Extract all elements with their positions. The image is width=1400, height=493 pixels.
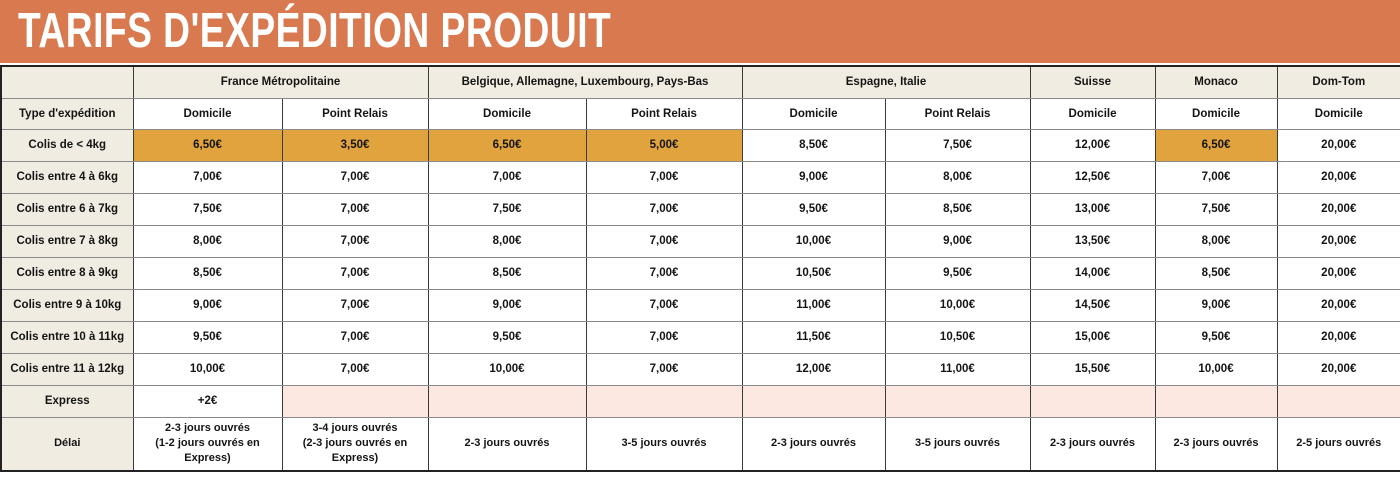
- rate-cell: 10,50€: [742, 257, 885, 289]
- row-label: Colis entre 8 à 9kg: [1, 257, 133, 289]
- delay-cell: 2-3 jours ouvrés (1-2 jours ouvrés en Express): [133, 417, 282, 471]
- rate-cell: 10,00€: [133, 353, 282, 385]
- row-label: Colis entre 10 à 11kg: [1, 321, 133, 353]
- shipping-rates-table: [0, 65, 1400, 472]
- rate-cell: 11,00€: [885, 353, 1030, 385]
- row-label: Colis de < 4kg: [1, 129, 133, 161]
- rate-cell: 13,00€: [1030, 193, 1155, 225]
- rate-cell: 8,00€: [428, 225, 586, 257]
- shipping-type-row: [1, 98, 1400, 129]
- rate-cell: 9,50€: [428, 321, 586, 353]
- express-empty-cell: [1155, 385, 1277, 417]
- rate-cell: 6,50€: [1155, 129, 1277, 161]
- rate-cell: 7,00€: [133, 161, 282, 193]
- rate-cell: 6,50€: [428, 129, 586, 161]
- rate-cell: 14,00€: [1030, 257, 1155, 289]
- rate-cell: 9,00€: [742, 161, 885, 193]
- rate-cell: 9,50€: [133, 321, 282, 353]
- rate-cell: 7,50€: [885, 129, 1030, 161]
- express-empty-cell: [586, 385, 742, 417]
- region-header-cell: Espagne, Italie: [742, 66, 1030, 98]
- rate-cell: 7,00€: [282, 257, 428, 289]
- shipping-type-cell: Point Relais: [885, 98, 1030, 129]
- express-row: [1, 385, 1400, 417]
- rate-cell: 20,00€: [1277, 129, 1400, 161]
- express-empty-cell: [742, 385, 885, 417]
- table-row: [1, 353, 1400, 385]
- express-empty-cell: [1030, 385, 1155, 417]
- rate-cell: 14,50€: [1030, 289, 1155, 321]
- rate-cell: 6,50€: [133, 129, 282, 161]
- table-row: [1, 129, 1400, 161]
- express-surcharge-cell: +2€: [133, 385, 282, 417]
- row-label: Colis entre 9 à 10kg: [1, 289, 133, 321]
- delay-cell: 2-3 jours ouvrés: [742, 417, 885, 471]
- rate-cell: 20,00€: [1277, 321, 1400, 353]
- rate-cell: 7,00€: [586, 161, 742, 193]
- rate-cell: 7,00€: [428, 161, 586, 193]
- shipping-type-cell: Point Relais: [282, 98, 428, 129]
- region-header-cell: Suisse: [1030, 66, 1155, 98]
- shipping-type-cell: Domicile: [1277, 98, 1400, 129]
- rate-cell: 7,00€: [586, 289, 742, 321]
- table-row: [1, 193, 1400, 225]
- row-label: Colis entre 6 à 7kg: [1, 193, 133, 225]
- rate-cell: 8,00€: [885, 161, 1030, 193]
- rate-cell: 7,50€: [1155, 193, 1277, 225]
- rate-cell: 7,00€: [282, 289, 428, 321]
- rate-cell: 7,00€: [586, 257, 742, 289]
- delay-cell: 2-3 jours ouvrés: [1155, 417, 1277, 471]
- rate-cell: 20,00€: [1277, 193, 1400, 225]
- rate-cell: 11,50€: [742, 321, 885, 353]
- rate-cell: 7,50€: [428, 193, 586, 225]
- rate-cell: 10,00€: [1155, 353, 1277, 385]
- rate-cell: 10,50€: [885, 321, 1030, 353]
- rate-cell: 7,00€: [282, 225, 428, 257]
- delay-row: [1, 417, 1400, 471]
- shipping-type-cell: Domicile: [428, 98, 586, 129]
- rate-cell: 20,00€: [1277, 289, 1400, 321]
- rate-cell: 10,00€: [742, 225, 885, 257]
- rate-cell: 11,00€: [742, 289, 885, 321]
- rates-table-body: [1, 66, 1400, 471]
- table-row: [1, 289, 1400, 321]
- rate-cell: 20,00€: [1277, 225, 1400, 257]
- rate-cell: 9,00€: [1155, 289, 1277, 321]
- delay-cell: 2-3 jours ouvrés: [1030, 417, 1155, 471]
- rate-cell: 7,00€: [586, 321, 742, 353]
- rate-cell: 9,50€: [1155, 321, 1277, 353]
- table-row: [1, 321, 1400, 353]
- region-header-row: [1, 66, 1400, 98]
- express-empty-cell: [1277, 385, 1400, 417]
- rate-cell: 7,00€: [586, 193, 742, 225]
- rate-cell: 3,50€: [282, 129, 428, 161]
- rate-cell: 8,50€: [428, 257, 586, 289]
- row-label: Type d'expédition: [1, 98, 133, 129]
- express-empty-cell: [282, 385, 428, 417]
- rate-cell: 9,00€: [428, 289, 586, 321]
- rate-cell: 10,00€: [428, 353, 586, 385]
- rate-cell: 8,50€: [742, 129, 885, 161]
- rate-cell: 7,00€: [1155, 161, 1277, 193]
- shipping-type-cell: Domicile: [133, 98, 282, 129]
- row-label: Délai: [1, 417, 133, 471]
- shipping-type-cell: Domicile: [1030, 98, 1155, 129]
- rate-cell: 7,00€: [282, 321, 428, 353]
- page-header-banner: [0, 0, 1400, 63]
- rate-cell: 8,50€: [885, 193, 1030, 225]
- rate-cell: 12,00€: [742, 353, 885, 385]
- rate-cell: 8,00€: [133, 225, 282, 257]
- table-row: [1, 161, 1400, 193]
- rate-cell: 20,00€: [1277, 257, 1400, 289]
- rate-cell: 10,00€: [885, 289, 1030, 321]
- rate-cell: 9,00€: [885, 225, 1030, 257]
- shipping-type-cell: Domicile: [1155, 98, 1277, 129]
- rate-cell: 7,00€: [282, 161, 428, 193]
- rate-cell: 8,00€: [1155, 225, 1277, 257]
- rate-cell: 7,00€: [282, 193, 428, 225]
- express-empty-cell: [428, 385, 586, 417]
- page-title: TARIFS D'EXPÉDITION PRODUIT: [18, 4, 612, 58]
- row-label: Colis entre 7 à 8kg: [1, 225, 133, 257]
- rate-cell: 9,00€: [133, 289, 282, 321]
- rate-cell: 7,50€: [133, 193, 282, 225]
- table-row: [1, 257, 1400, 289]
- rate-cell: 12,50€: [1030, 161, 1155, 193]
- delay-cell: 3-5 jours ouvrés: [885, 417, 1030, 471]
- region-header-cell: Dom-Tom: [1277, 66, 1400, 98]
- rate-cell: 8,50€: [133, 257, 282, 289]
- rate-cell: 7,00€: [282, 353, 428, 385]
- delay-cell: 3-4 jours ouvrés (2-3 jours ouvrés en Express): [282, 417, 428, 471]
- shipping-type-cell: Point Relais: [586, 98, 742, 129]
- rate-cell: 8,50€: [1155, 257, 1277, 289]
- table-row: [1, 225, 1400, 257]
- shipping-type-cell: Domicile: [742, 98, 885, 129]
- rate-cell: 20,00€: [1277, 161, 1400, 193]
- rate-cell: 15,50€: [1030, 353, 1155, 385]
- region-header-cell: France Métropolitaine: [133, 66, 428, 98]
- rate-cell: 7,00€: [586, 225, 742, 257]
- corner-cell: [1, 66, 133, 98]
- express-empty-cell: [885, 385, 1030, 417]
- delay-cell: 2-3 jours ouvrés: [428, 417, 586, 471]
- row-label: Express: [1, 385, 133, 417]
- rate-cell: 12,00€: [1030, 129, 1155, 161]
- region-header-cell: Belgique, Allemagne, Luxembourg, Pays-Bas: [428, 66, 742, 98]
- rate-cell: 9,50€: [742, 193, 885, 225]
- rate-cell: 13,50€: [1030, 225, 1155, 257]
- row-label: Colis entre 11 à 12kg: [1, 353, 133, 385]
- rate-cell: 9,50€: [885, 257, 1030, 289]
- rate-cell: 20,00€: [1277, 353, 1400, 385]
- region-header-cell: Monaco: [1155, 66, 1277, 98]
- rate-cell: 7,00€: [586, 353, 742, 385]
- rate-cell: 5,00€: [586, 129, 742, 161]
- rate-cell: 15,00€: [1030, 321, 1155, 353]
- delay-cell: 2-5 jours ouvrés: [1277, 417, 1400, 471]
- delay-cell: 3-5 jours ouvrés: [586, 417, 742, 471]
- row-label: Colis entre 4 à 6kg: [1, 161, 133, 193]
